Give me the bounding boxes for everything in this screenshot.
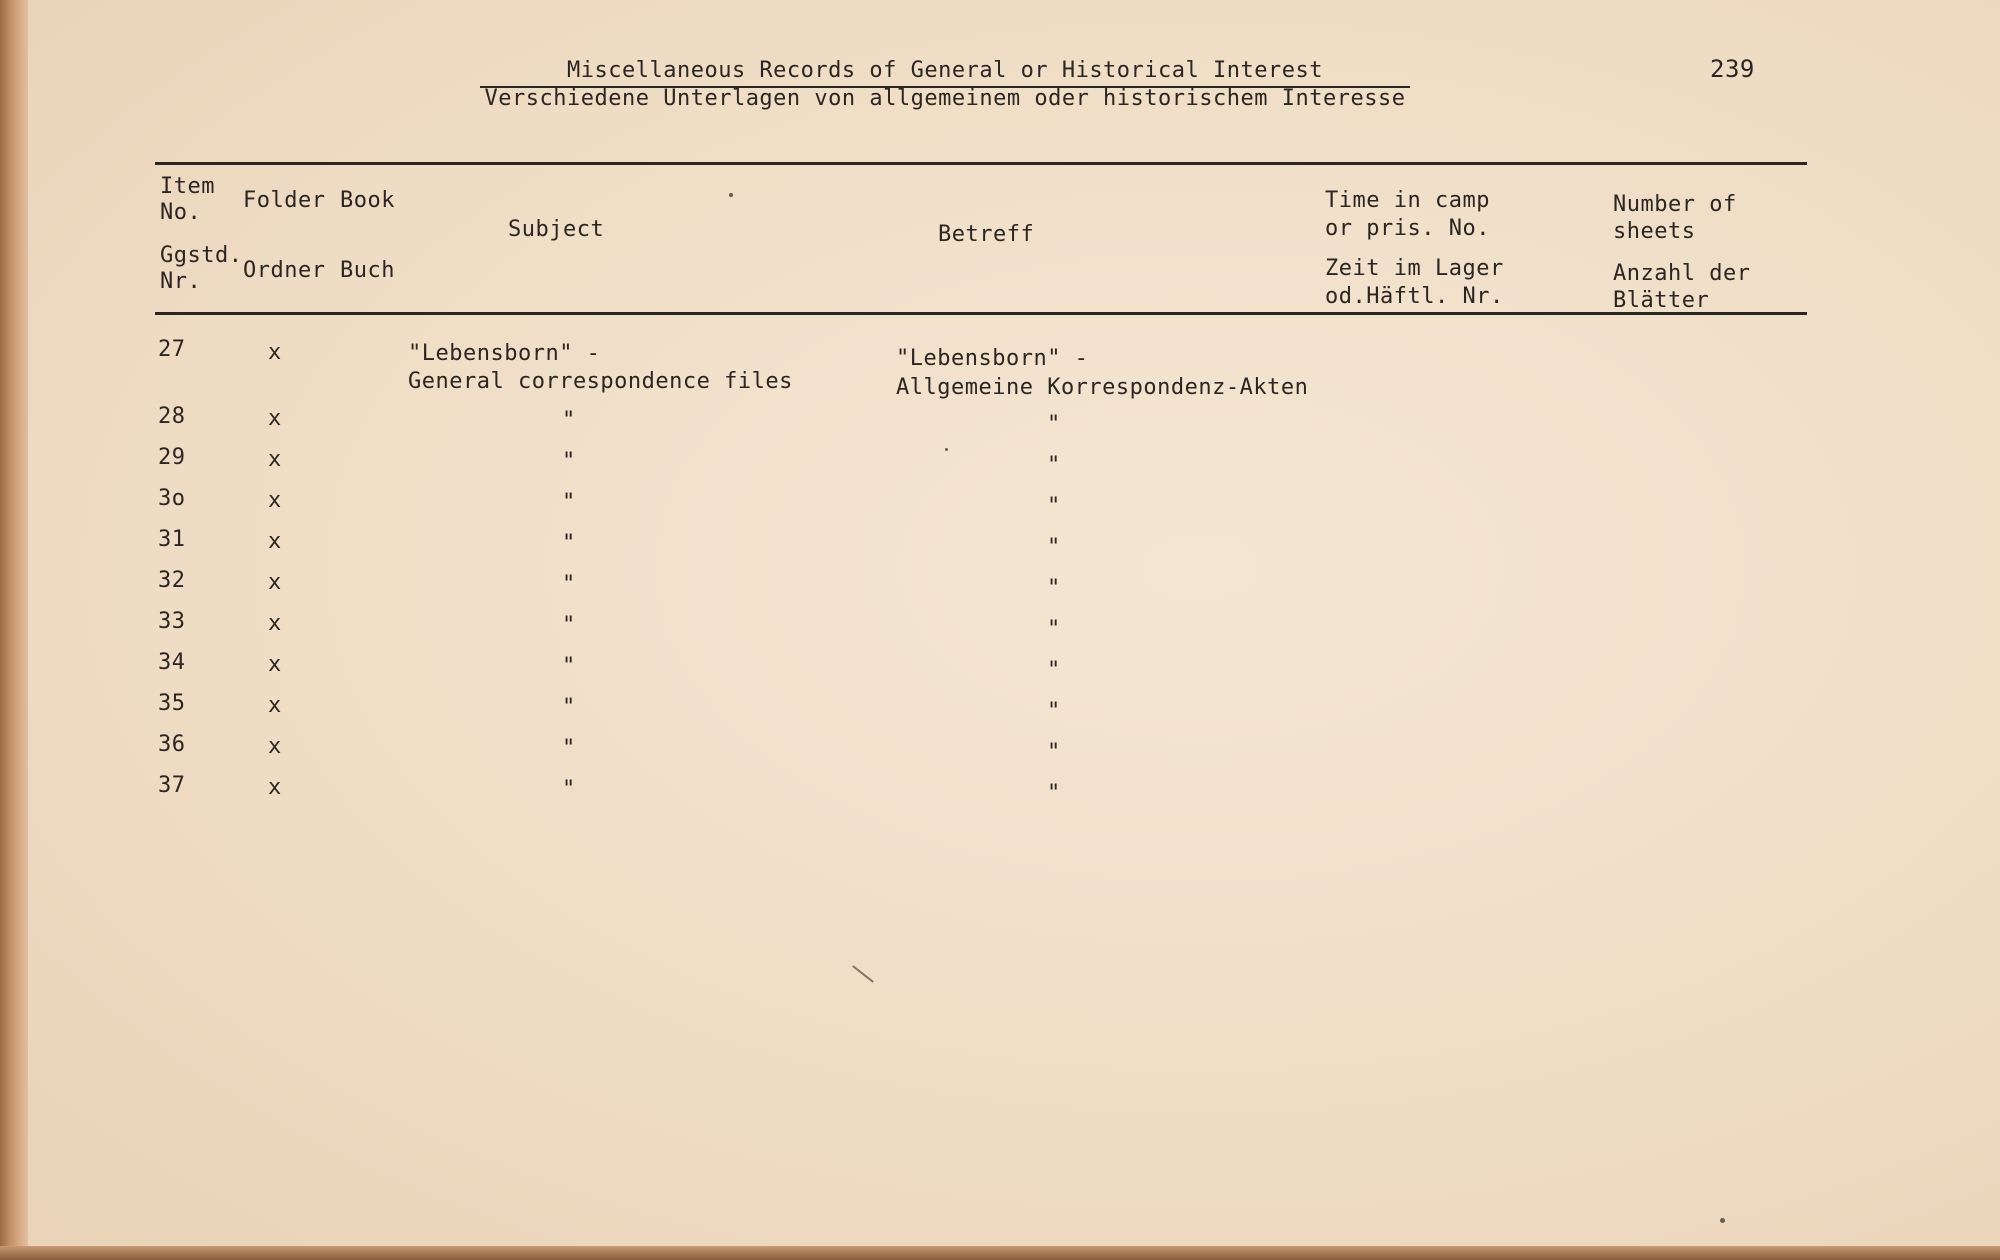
row-betreff-line-1: "Lebensborn" -	[896, 346, 1089, 371]
row-betreff-ditto: "	[1047, 740, 1061, 765]
row-betreff-line-2: Allgemeine Korrespondenz-Akten	[896, 375, 1309, 400]
header-item-de-2: Nr.	[160, 269, 202, 294]
row-item-no: 32	[158, 568, 186, 593]
row-subject-ditto: "	[562, 572, 576, 597]
row-item-no: 27	[158, 337, 186, 362]
row-subject-ditto: "	[562, 695, 576, 720]
row-item-no: 31	[158, 527, 186, 552]
row-betreff-ditto: "	[1047, 535, 1061, 560]
row-item-no: 34	[158, 650, 186, 675]
header-sheets-en-2: sheets	[1613, 219, 1696, 244]
row-subject-ditto: "	[562, 408, 576, 433]
row-subject-line-2: General correspondence files	[408, 369, 793, 394]
row-subject-ditto: "	[562, 736, 576, 761]
row-subject-ditto: "	[562, 613, 576, 638]
page-number: 239	[1710, 55, 1755, 83]
paper-speck	[945, 448, 948, 451]
row-item-no: 3o	[158, 486, 186, 511]
header-time-en-1: Time in camp	[1325, 188, 1490, 213]
header-item-en-2: No.	[160, 200, 202, 225]
header-item-en-1: Item	[160, 174, 215, 199]
header-folder-de: Ordner	[243, 258, 326, 283]
paper-speck	[1720, 1218, 1725, 1223]
row-folder-mark: x	[268, 447, 282, 472]
row-folder-mark: x	[268, 340, 282, 365]
row-folder-mark: x	[268, 406, 282, 431]
header-item-de-1: Ggstd.	[160, 243, 243, 268]
row-betreff-ditto: "	[1047, 699, 1061, 724]
row-folder-mark: x	[268, 775, 282, 800]
row-subject-ditto: "	[562, 490, 576, 515]
header-top-rule	[155, 162, 1807, 165]
row-folder-mark: x	[268, 611, 282, 636]
header-subject: Subject	[508, 217, 605, 242]
header-bottom-rule	[155, 312, 1807, 315]
row-item-no: 37	[158, 773, 186, 798]
row-item-no: 29	[158, 445, 186, 470]
header-time-de-1: Zeit im Lager	[1325, 256, 1504, 281]
header-sheets-en-1: Number of	[1613, 192, 1737, 217]
document-title-en: Miscellaneous Records of General or Historical Interest	[567, 58, 1323, 83]
header-time-de-2: od.Häftl. Nr.	[1325, 284, 1504, 309]
row-subject-line-1: "Lebensborn" -	[408, 341, 601, 366]
row-betreff-ditto: "	[1047, 494, 1061, 519]
row-item-no: 28	[158, 404, 186, 429]
header-time-en-2: or pris. No.	[1325, 216, 1490, 241]
document-title-de: Verschiedene Unterlagen von allgemeinem oder historischem Interesse	[484, 86, 1406, 111]
row-betreff-ditto: "	[1047, 453, 1061, 478]
row-folder-mark: x	[268, 570, 282, 595]
row-betreff-ditto: "	[1047, 781, 1061, 806]
header-book-en: Book	[340, 188, 395, 213]
header-sheets-de-1: Anzahl der	[1613, 261, 1751, 286]
row-betreff-ditto: "	[1047, 576, 1061, 601]
row-subject-ditto: "	[562, 449, 576, 474]
row-subject-ditto: "	[562, 531, 576, 556]
book-binding-edge	[0, 0, 28, 1260]
header-folder-en: Folder	[243, 188, 326, 213]
row-betreff-ditto: "	[1047, 412, 1061, 437]
row-item-no: 36	[158, 732, 186, 757]
row-folder-mark: x	[268, 734, 282, 759]
row-item-no: 33	[158, 609, 186, 634]
row-item-no: 35	[158, 691, 186, 716]
paper-speck	[729, 193, 733, 197]
row-folder-mark: x	[268, 693, 282, 718]
page-bottom-edge	[0, 1246, 2000, 1260]
row-folder-mark: x	[268, 652, 282, 677]
row-betreff-ditto: "	[1047, 617, 1061, 642]
row-folder-mark: x	[268, 529, 282, 554]
header-betreff: Betreff	[938, 222, 1035, 247]
header-book-de: Buch	[340, 258, 395, 283]
row-betreff-ditto: "	[1047, 658, 1061, 683]
row-subject-ditto: "	[562, 654, 576, 679]
header-sheets-de-2: Blätter	[1613, 288, 1710, 313]
row-subject-ditto: "	[562, 777, 576, 802]
row-folder-mark: x	[268, 488, 282, 513]
